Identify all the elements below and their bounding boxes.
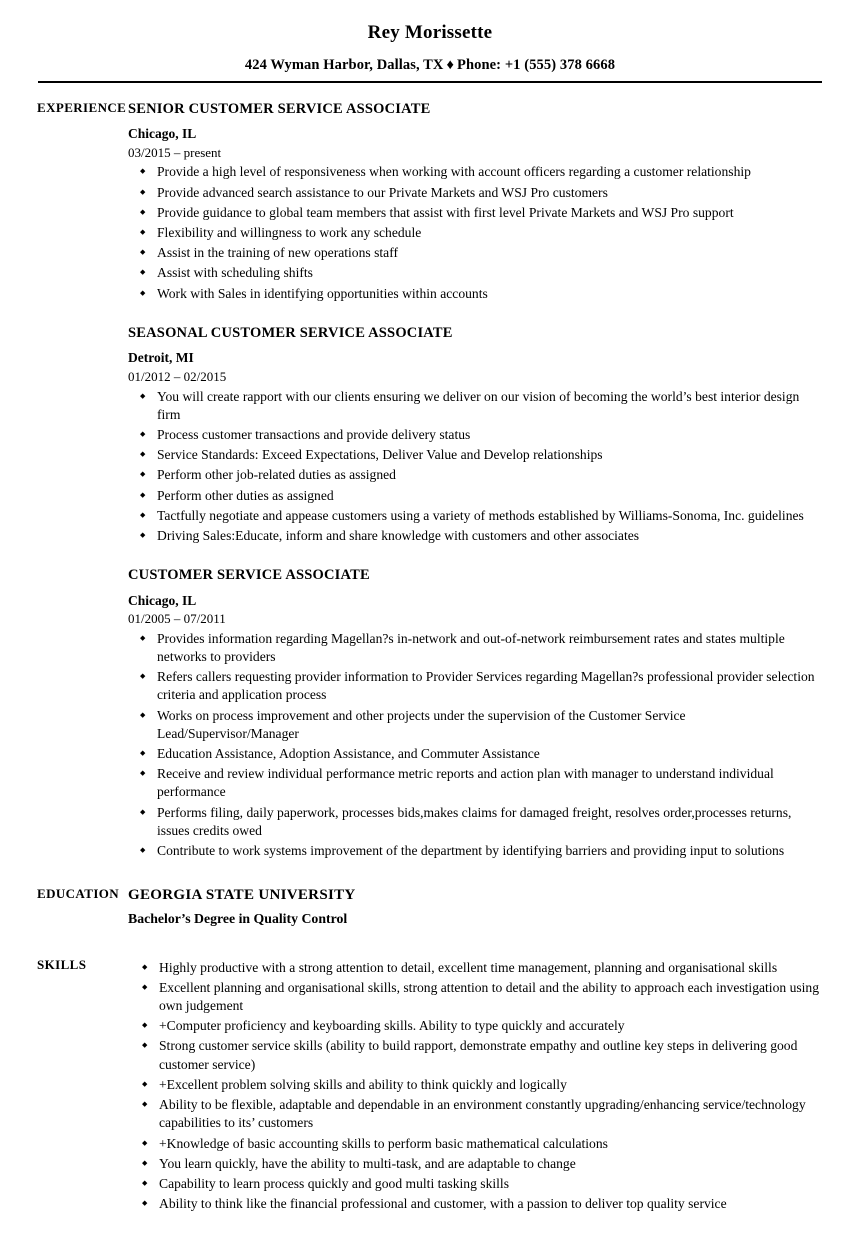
section-label-skills: SKILLS — [37, 956, 87, 972]
job-title: SENIOR CUSTOMER SERVICE ASSOCIATE — [128, 100, 431, 117]
list-item: ◆ Process customer transactions and provide delivery status — [128, 426, 822, 444]
job-entry — [128, 566, 822, 860]
list-item: ◆ Receive and review individual performance metric reports and action plan with manager to understand individual performance — [128, 765, 822, 801]
list-item: ◆ Provide advanced search assistance to our Private Markets and WSJ Pro customers — [128, 184, 822, 202]
list-item: ◆ Driving Sales:Educate, inform and share knowledge with customers and other associates — [128, 527, 822, 545]
job-dates: 03/2015 – present — [128, 144, 222, 160]
job-location: Detroit, MI — [128, 350, 194, 366]
job-responsibilities — [128, 630, 822, 860]
list-item: ◆ Works on process improvement and other projects under the supervision of the Customer Service Lead/Supervisor/Manager — [128, 707, 822, 743]
list-item: ◆ Contribute to work systems improvement of the department by identifying barriers and providing input to solutions — [128, 842, 822, 860]
job-title: CUSTOMER SERVICE ASSOCIATE — [128, 567, 370, 584]
list-item: ◆ Ability to be flexible, adaptable and dependable in an environment constantly upgrading/enhancing service/technology capabilities to its’ customers — [128, 1096, 822, 1132]
job-responsibilities — [128, 388, 822, 546]
list-item: ◆ Performs filing, daily paperwork, processes bids,makes claims for damaged freight, resolves order,processes returns, issues credits owed — [128, 804, 822, 840]
job-entry — [128, 324, 822, 545]
list-item: ◆ +Knowledge of basic accounting skills to perform basic mathematical calculations — [128, 1135, 822, 1153]
list-item: ◆ Tactfully negotiate and appease customers using a variety of methods established by Williams-Sonoma, Inc. guidelines — [128, 507, 822, 525]
list-item: ◆ Excellent planning and organisational skills, strong attention to detail and the ability to approach each investigation using own judgement — [128, 979, 822, 1015]
experience-body — [128, 100, 860, 860]
list-item: ◆ Provide a high level of responsiveness when working with account officers regarding a customer relationship — [128, 163, 822, 181]
list-item: ◆ Education Assistance, Adoption Assistance, and Commuter Assistance — [128, 745, 822, 763]
contact-address: 424 Wyman Harbor, Dallas, TX — [244, 56, 444, 73]
section-label-education: EDUCATION — [37, 886, 120, 902]
list-item: ◆ Ability to think like the financial professional and customer, with a passion to deliver top quality service — [128, 1195, 822, 1213]
education-section — [0, 886, 860, 927]
list-item: ◆ Perform other duties as assigned — [128, 487, 822, 505]
list-item: ◆ +Computer proficiency and keyboarding skills. Ability to type quickly and accurately — [128, 1017, 822, 1035]
list-item: ◆ Assist in the training of new operations staff — [128, 244, 822, 262]
job-entry — [128, 100, 822, 303]
list-item: ◆ Refers callers requesting provider information to Provider Services regarding Magellan?s professional provider selection criteria and application process — [128, 668, 822, 704]
contact-line — [0, 57, 860, 74]
skills-list — [128, 959, 822, 1214]
diamond-separator-icon: ♦ — [446, 56, 454, 73]
list-item: ◆ Provide guidance to global team members that assist with first level Private Markets and WSJ Pro support — [128, 204, 822, 222]
list-item: ◆ Strong customer service skills (ability to build rapport, demonstrate empathy and outline key steps in delivering good customer service) — [128, 1037, 822, 1073]
list-item: ◆ Capability to learn process quickly and good multi tasking skills — [128, 1175, 822, 1193]
list-item: ◆ Service Standards: Exceed Expectations, Deliver Value and Develop relationships — [128, 446, 822, 464]
list-item: ◆ You learn quickly, have the ability to multi-task, and are adaptable to change — [128, 1155, 822, 1173]
skills-body — [128, 957, 860, 1214]
contact-phone: Phone: +1 (555) 378 6668 — [457, 56, 616, 73]
candidate-name: Rey Morissette — [367, 22, 493, 43]
skills-section — [0, 957, 860, 1214]
education-body — [128, 886, 860, 927]
degree-name: Bachelor’s Degree in Quality Control — [128, 910, 348, 926]
list-item: ◆ Flexibility and willingness to work any schedule — [128, 224, 822, 242]
job-location: Chicago, IL — [128, 592, 197, 608]
job-location: Chicago, IL — [128, 126, 197, 142]
resume-header — [0, 0, 860, 83]
list-item: ◆ Work with Sales in identifying opportunities within accounts — [128, 285, 822, 303]
list-item: ◆ Provides information regarding Magellan?s in-network and out-of-network reimbursement rates and states multiple networks to providers — [128, 630, 822, 666]
list-item: ◆ +Excellent problem solving skills and ability to think quickly and logically — [128, 1076, 822, 1094]
header-divider — [38, 81, 822, 83]
list-item: ◆ Assist with scheduling shifts — [128, 264, 822, 282]
list-item: ◆ You will create rapport with our clients ensuring we deliver on our vision of becoming the world’s best interior design firm — [128, 388, 822, 424]
section-label-experience: EXPERIENCE — [37, 99, 127, 115]
job-title: SEASONAL CUSTOMER SERVICE ASSOCIATE — [128, 324, 453, 341]
job-responsibilities — [128, 163, 822, 302]
experience-section — [0, 100, 860, 860]
job-dates: 01/2005 – 07/2011 — [128, 611, 226, 627]
school-name: GEORGIA STATE UNIVERSITY — [128, 887, 356, 904]
list-item: ◆ Perform other job-related duties as assigned — [128, 466, 822, 484]
job-dates: 01/2012 – 02/2015 — [128, 368, 227, 384]
list-item: ◆ Highly productive with a strong attention to detail, excellent time management, planning and organisational skills — [128, 959, 822, 977]
